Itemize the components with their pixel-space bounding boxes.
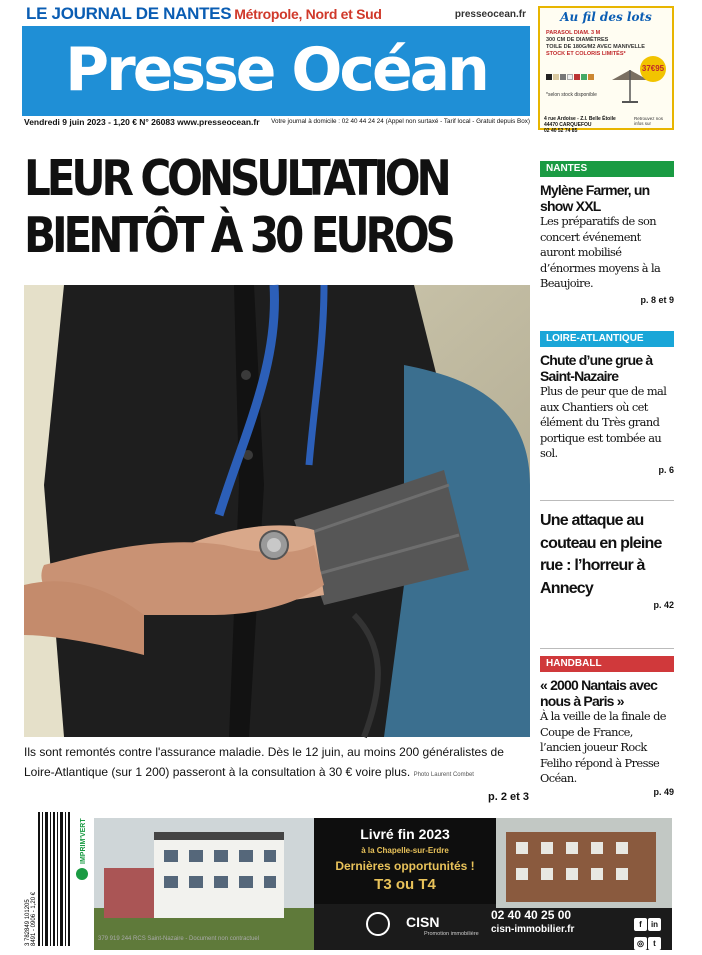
divider [540, 500, 674, 501]
ad-location: à la Chapelle-sur-Erdre [361, 846, 449, 855]
page-ref: p. 8 et 9 [640, 294, 674, 305]
logo-banner [22, 26, 530, 116]
journal-name: LE JOURNAL DE NANTES [26, 4, 232, 23]
ad-address-line-1: 4 rue Ardoise - Z.I. Belle Étoile [544, 116, 616, 122]
facebook-icon[interactable]: f [634, 918, 647, 931]
headline-line-1: LEUR CONSULTATION [24, 150, 448, 207]
newspaper-logo: Presse Océan [65, 35, 487, 105]
instagram-icon[interactable]: ◎ [634, 937, 647, 950]
story-summary: Plus de peur que de mal aux Chantiers où cet élément du Très grand portique est tombée au sol. [540, 384, 667, 460]
imprim-vert-text: IMPRIM'VERT [80, 818, 87, 864]
journal-banner [26, 4, 382, 24]
bottom-advertisement[interactable] [94, 818, 672, 950]
ad-note: *selon stock disponible [546, 92, 597, 98]
ad-website[interactable]: cisn-immobilier.fr [491, 924, 575, 935]
sidebar-item-nantes[interactable] [540, 161, 674, 305]
headline-line-2: BIENTÔT À 30 EUROS [24, 207, 452, 264]
doctor-blood-pressure-illustration [24, 285, 530, 737]
ad-offer: Dernières opportunités ! [335, 859, 475, 873]
masthead-top-bar [22, 4, 530, 24]
ad-address [544, 116, 616, 134]
ad-detail-2: TOILE DE 180G/M2 AVEC MANIVELLE [546, 44, 645, 50]
cisn-logo: CISN [406, 914, 440, 930]
issue-date: Vendredi 9 juin 2023 - 1,20 € N° 26083 www.presseocean.fr [24, 117, 260, 127]
ad-detail-1: 300 CM DE DIAMÈTRES [546, 37, 609, 43]
story-title: Chute d’une grue à Saint-Nazaire [540, 352, 653, 384]
ad-message-panel [314, 818, 496, 904]
divider [540, 648, 674, 649]
ad-phone: 02 40 52 74 85 [544, 128, 578, 134]
promoter-logo-icon [366, 912, 390, 936]
masthead [22, 4, 530, 116]
ad-delivery: Livré fin 2023 [360, 826, 450, 842]
photo-caption [24, 742, 530, 785]
story-title: Mylène Farmer, un show XXL [540, 182, 650, 214]
color-swatches [546, 68, 598, 84]
section-tag-nantes: NANTES [540, 161, 674, 177]
top-advertisement[interactable] [538, 6, 674, 134]
ad-apartment-types: T3 ou T4 [374, 876, 436, 893]
story-title: Une attaque au couteau en pleine rue : l’horreur à Annecy [540, 512, 662, 597]
ad-mention: Retrouvez nos infos sur [634, 116, 664, 126]
main-headline[interactable] [24, 150, 532, 264]
linkedin-icon[interactable]: in [648, 918, 661, 931]
page-ref: p. 6 [658, 464, 674, 475]
twitter-icon[interactable]: t [648, 937, 661, 950]
barcode-number: 3 782849 101205 [25, 899, 31, 946]
ad-brand: Au fil des lots [560, 10, 652, 24]
ad-address-line-2: 44470 CARQUEFOU [544, 122, 592, 128]
sidebar-item-loire-atlantique[interactable] [540, 331, 674, 475]
journal-edition: Métropole, Nord et Sud [234, 6, 382, 22]
sidebar-item-annecy[interactable] [540, 510, 674, 610]
main-photo[interactable] [24, 285, 530, 737]
ad-legal-mention: 379 919 244 RCS Saint-Nazaire - Document non contractuel [98, 936, 260, 942]
story-summary: Les préparatifs de son concert événement auront mobilisé d’énormes moyens à la Beaujoire. [540, 214, 661, 290]
cisn-tagline: Promotion immobilière [424, 931, 479, 937]
main-story-page-ref[interactable]: p. 2 et 3 [488, 791, 529, 803]
building-illustration-left [94, 818, 314, 950]
story-title: « 2000 Nantais avec nous à Paris » [540, 677, 658, 709]
photo-credit: Photo Laurent Combet [413, 772, 474, 778]
imprim-vert-label [72, 812, 92, 946]
site-url[interactable]: presseocean.fr [454, 9, 526, 20]
building-illustration-right [496, 818, 672, 908]
caption-text: Ils sont remontés contre l'assurance maladie. Dès le 12 juin, au moins 200 généralistes de Loire-Atlantique (sur 1 200) passeront à la consultation à 30 € voire plus. [24, 745, 504, 779]
subscription-info: Votre journal à domicile : 02 40 44 24 24 (Appel non surtaxé - Tarif local - Gratuit depuis Box) [271, 118, 530, 125]
ad-detail-3: STOCK ET COLORIS LIMITÉS* [546, 51, 626, 57]
story-summary: À la veille de la finale de Coupe de France, l’ancien joueur Rock Feliho répond à Presse Océan. [540, 709, 666, 785]
section-tag-handball: HANDBALL [540, 656, 674, 672]
barcode [22, 808, 72, 950]
issn-price: 8491 - 0906 - 1,20 € [31, 891, 37, 946]
page-ref: p. 42 [653, 600, 674, 610]
ad-product: PARASOL DIAM. 3 M [546, 30, 601, 36]
sidebar-item-handball[interactable] [540, 656, 674, 797]
page-ref: p. 49 [653, 786, 674, 797]
section-tag-loire-atlantique: LOIRE-ATLANTIQUE [540, 331, 674, 347]
dateline [22, 116, 530, 130]
social-links [634, 914, 664, 952]
price-badge: 37€95 [640, 56, 666, 82]
ad-phone-number[interactable]: 02 40 40 25 00 [491, 908, 572, 922]
